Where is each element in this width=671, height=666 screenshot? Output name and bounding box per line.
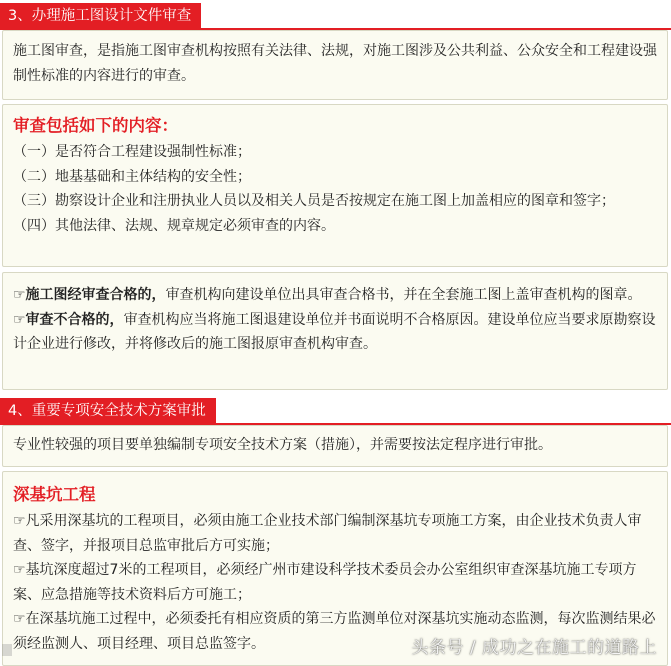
section3-intro-box [2,30,668,100]
section4-title: 4、重要专项安全技术方案审批 [0,398,216,425]
section3-fail-paragraph [13,308,659,357]
watermark-corner-mark [2,644,12,656]
section3-list-item: （四）其他法律、法规、规章规定必须审查的内容。 [13,217,335,234]
section3-list-item: （三）勘察设计企业和注册执业人员以及相关人员是否按规定在施工图上加盖相应的图章和签字； [13,193,615,209]
section3-list-box [2,104,668,267]
section4-intro-box [2,425,668,467]
section4-point: ☞凡采用深基坑的工程项目，必须由施工企业技术部门编制深基坑专项施工方案，由企业技术负责人审查、签字，并报项目总监审批后方可实施； [13,513,642,554]
section3-pass-text: 审查机构向建设单位出具审查合格书，并在全套施工图上盖审查机构的图章。 [165,287,642,303]
section4-intro: 专业性较强的项目要单独编制专项安全技术方案（措施），并需要按法定程序进行审批。 [13,437,552,453]
section3-pass-label: ☞施工图经审查合格的， [13,287,166,303]
section4-point: ☞在深基坑施工过程中，必须委托有相应资质的第三方监测单位对深基坑实施动态监测，每次监测结果必须经监测人、项目经理、项目总监签字。 [13,611,656,652]
section3-intro: 施工图审查，是指施工图审查机构按照有关法律、法规，对施工图涉及公共利益、公众安全和工程建设强制性标准的内容进行的审查。 [13,43,657,84]
section4-sub-title: 深基坑工程 [13,485,96,504]
section4-point: ☞基坑深度超过7米的工程项目，必须经广州市建设科学技术委员会办公室组织审查深基坑施工专项方案、应急措施等技术资料后方可施工； [13,562,637,603]
section3-fail-label: ☞审查不合格的， [13,311,124,328]
section3-list-item: （二）地基基础和主体结构的安全性； [13,168,251,185]
section3-pass-paragraph [13,283,659,308]
watermark: 头条号 / 成功之在施工的道路上 [411,638,657,658]
section3-result-box [2,272,668,390]
section3-list-item: （一）是否符合工程建设强制性标准； [13,144,251,160]
section3-title: 3、办理施工图设计文件审查 [0,3,201,30]
section3-list-title: 审查包括如下的内容： [13,116,178,135]
section3-fail-text: 审查机构应当将施工图退建设单位并书面说明不合格原因。建设单位应当要求原勘察设计企业进行修改，并将修改后的施工图报原审查机构审查。 [13,311,656,352]
